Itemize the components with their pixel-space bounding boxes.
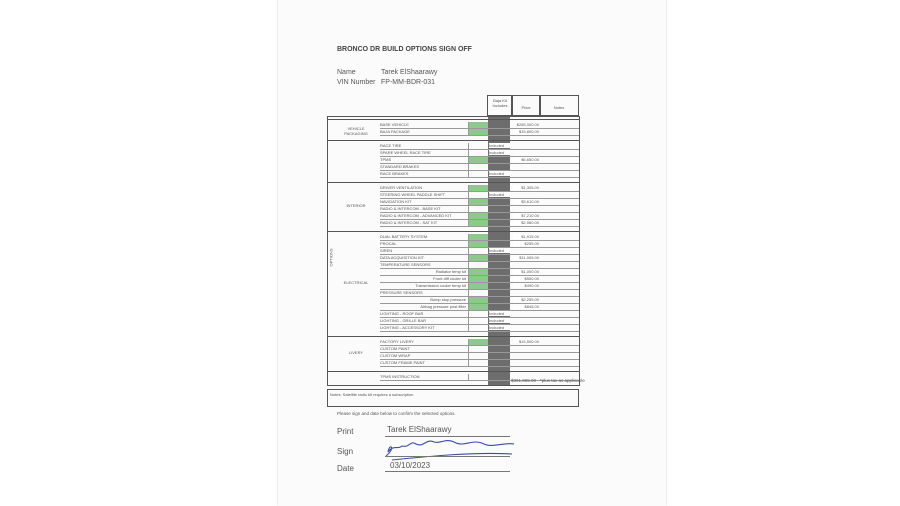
option-row (380, 353, 579, 360)
option-checkbox[interactable] (468, 374, 488, 380)
option-item: RACE TIRE (380, 143, 402, 148)
option-row (380, 269, 579, 276)
sign-label: Sign (337, 447, 354, 456)
notes-header: Notes (539, 95, 579, 116)
included-mark: Included (489, 171, 511, 176)
option-checkbox[interactable] (468, 213, 488, 219)
option-price: $845.00 (513, 304, 539, 309)
baja-header: Baja Kit Includes (487, 95, 513, 116)
option-checkbox[interactable] (468, 220, 488, 226)
side-label: OPTIONS (328, 248, 334, 267)
date-line (385, 471, 510, 472)
option-row (380, 143, 579, 150)
section-label: INTERIOR (346, 203, 366, 208)
option-price: $550.00 (513, 276, 539, 281)
option-price: $6,650.00 (513, 157, 539, 162)
option-item: Front diff cooler kit (433, 276, 466, 281)
option-item: SPARE WHEEL RACE TIRE (380, 150, 431, 155)
option-row (380, 129, 579, 136)
option-row (380, 304, 579, 311)
option-row (380, 276, 579, 283)
options-section (328, 140, 579, 180)
options-section (328, 231, 579, 334)
notes-box: Notes: Satellite radio kit requires a subscription (327, 389, 579, 407)
option-price: $3,610.00 (513, 199, 539, 204)
option-item: TPMS INSTRUCTION (380, 374, 420, 379)
option-item: Bump stop pressure (430, 297, 466, 302)
option-row (380, 206, 579, 213)
option-price: $490.00 (513, 283, 539, 288)
option-checkbox[interactable] (468, 129, 488, 135)
option-row (380, 346, 579, 353)
option-item: RADIO & INTERCOM - BASE KIT (380, 206, 441, 211)
option-price: $7,210.00 (513, 213, 539, 218)
option-checkbox[interactable] (468, 143, 488, 149)
option-checkbox[interactable] (468, 290, 488, 296)
name-value: Tarek ElShaarawy (381, 69, 438, 76)
vin-value: FP-MM-BDR-031 (381, 79, 436, 86)
option-row (380, 157, 579, 164)
option-row (380, 164, 579, 171)
option-item: NAVIGATION KIT (380, 199, 412, 204)
document-title: BRONCO DR BUILD OPTIONS SIGN OFF (337, 46, 472, 53)
included-mark: Included (489, 150, 511, 155)
option-row (380, 262, 579, 269)
included-mark: Included (489, 325, 511, 330)
option-row (380, 325, 579, 332)
option-item: LIGHTING - ACCESSORY KIT (380, 325, 435, 330)
option-row (380, 339, 579, 346)
option-item: PROCAL (380, 241, 397, 246)
sign-line (385, 456, 510, 457)
option-row (380, 297, 579, 304)
option-checkbox[interactable] (468, 234, 488, 240)
option-checkbox[interactable] (468, 150, 488, 156)
option-checkbox[interactable] (468, 304, 488, 310)
included-mark: Included (489, 318, 511, 323)
price-header: Price (511, 95, 541, 116)
option-checkbox[interactable] (468, 262, 488, 268)
option-checkbox[interactable] (468, 248, 488, 254)
option-item: DRIVER VENTILATION (380, 185, 423, 190)
option-checkbox[interactable] (468, 192, 488, 198)
option-item: DUAL BATTERY SYSTEM (380, 234, 428, 239)
options-section (328, 182, 579, 229)
option-price: $1,000.00 (513, 269, 539, 274)
option-row (380, 360, 579, 367)
option-checkbox[interactable] (468, 206, 488, 212)
option-item: CUSTOM PAINT (380, 346, 410, 351)
option-row (380, 122, 579, 129)
option-item: BASE VEHICLE (380, 122, 409, 127)
option-item: LIGHTING - ROOF BAR (380, 311, 424, 316)
option-checkbox[interactable] (468, 283, 488, 289)
section-label: LIVERY (348, 350, 364, 355)
option-checkbox[interactable] (468, 360, 488, 366)
option-row (380, 171, 579, 178)
total-value: $391,865.00 (511, 378, 537, 383)
option-item: Transmission cooler temp kit (415, 283, 466, 288)
option-row (380, 234, 579, 241)
option-checkbox[interactable] (468, 339, 488, 345)
option-item: LIGHTING - GRILLE BAR (380, 318, 427, 323)
tax-note: *plus tax as applicable (540, 378, 585, 383)
section-label: VEHICLE PACKAGING (344, 126, 368, 136)
option-checkbox[interactable] (468, 255, 488, 261)
option-price: $285,000.00 (513, 122, 539, 127)
included-mark: Included (489, 248, 511, 253)
option-checkbox[interactable] (468, 164, 488, 170)
option-row (380, 241, 579, 248)
print-value: Tarek ElShaarawy (387, 425, 452, 434)
option-item: SIREN (380, 248, 393, 253)
option-checkbox[interactable] (468, 311, 488, 317)
option-price: $2,255.00 (513, 297, 539, 302)
option-checkbox[interactable] (468, 269, 488, 275)
option-row (380, 248, 579, 255)
option-item: STEERING WHEEL PADDLE SHIFT (380, 192, 446, 197)
option-item: RADIO & INTERCOM - ADVANCED KIT (380, 213, 452, 218)
option-row (380, 283, 579, 290)
option-item: FACTORY LIVERY (380, 339, 414, 344)
option-item: RADIO & INTERCOM - SAT KIT (380, 220, 438, 225)
option-checkbox[interactable] (468, 157, 488, 163)
option-checkbox[interactable] (468, 276, 488, 282)
option-price: $1,915.00 (513, 234, 539, 239)
included-mark: Included (489, 143, 511, 148)
option-row (380, 150, 579, 157)
included-mark: Included (489, 311, 511, 316)
option-item: CUSTOM FRAME PAINT (380, 360, 425, 365)
option-item: Airbag pressure post filter (420, 304, 466, 309)
option-row (380, 220, 579, 227)
option-item: TEMPERATURE SENSORS (380, 262, 431, 267)
option-checkbox[interactable] (468, 353, 488, 359)
option-price: $1,305.00 (513, 185, 539, 190)
option-row (380, 318, 579, 325)
instruction-text: Please sign and date below to confirm the selected options. (337, 411, 456, 416)
option-checkbox[interactable] (468, 199, 488, 205)
section-label: ELECTRICAL (343, 280, 369, 285)
option-checkbox[interactable] (468, 122, 488, 128)
date-value: 03/10/2023 (390, 461, 431, 470)
option-row (380, 199, 579, 206)
included-mark: Included (489, 192, 511, 197)
options-section (328, 336, 579, 369)
option-checkbox[interactable] (468, 318, 488, 324)
options-table (327, 116, 580, 386)
option-item: TPMS (380, 157, 392, 162)
option-price: $2,560.00 (513, 220, 539, 225)
option-price: $11,005.00 (513, 255, 539, 260)
option-price: $255.00 (513, 241, 539, 246)
name-label: Name (337, 69, 356, 76)
vin-label: VIN Number (337, 79, 376, 86)
option-item: Radiator temp kit (435, 269, 466, 274)
option-row (380, 255, 579, 262)
option-item: STANDARD BRAKES (380, 164, 420, 169)
option-row (380, 185, 579, 192)
option-item: DATA ACQUISITION KIT (380, 255, 425, 260)
option-row (380, 192, 579, 199)
option-checkbox[interactable] (468, 325, 488, 331)
date-label: Date (337, 464, 354, 473)
option-checkbox[interactable] (468, 185, 488, 191)
option-checkbox[interactable] (468, 346, 488, 352)
option-checkbox[interactable] (468, 297, 488, 303)
print-label: Print (337, 427, 354, 436)
option-row (380, 311, 579, 318)
option-checkbox[interactable] (468, 241, 488, 247)
signature-image (378, 434, 518, 464)
options-section (328, 119, 579, 138)
option-price: $33,800.00 (513, 129, 539, 134)
option-row (380, 213, 579, 220)
option-checkbox[interactable] (468, 171, 488, 177)
option-item: RACE BRAKES (380, 171, 409, 176)
option-price: $15,500.00 (513, 339, 539, 344)
option-item: BAJA PACKAGE (380, 129, 410, 134)
option-item: PRESSURE SENSORS (380, 290, 423, 295)
option-item: CUSTOM WRAP (380, 353, 411, 358)
option-row (380, 290, 579, 297)
